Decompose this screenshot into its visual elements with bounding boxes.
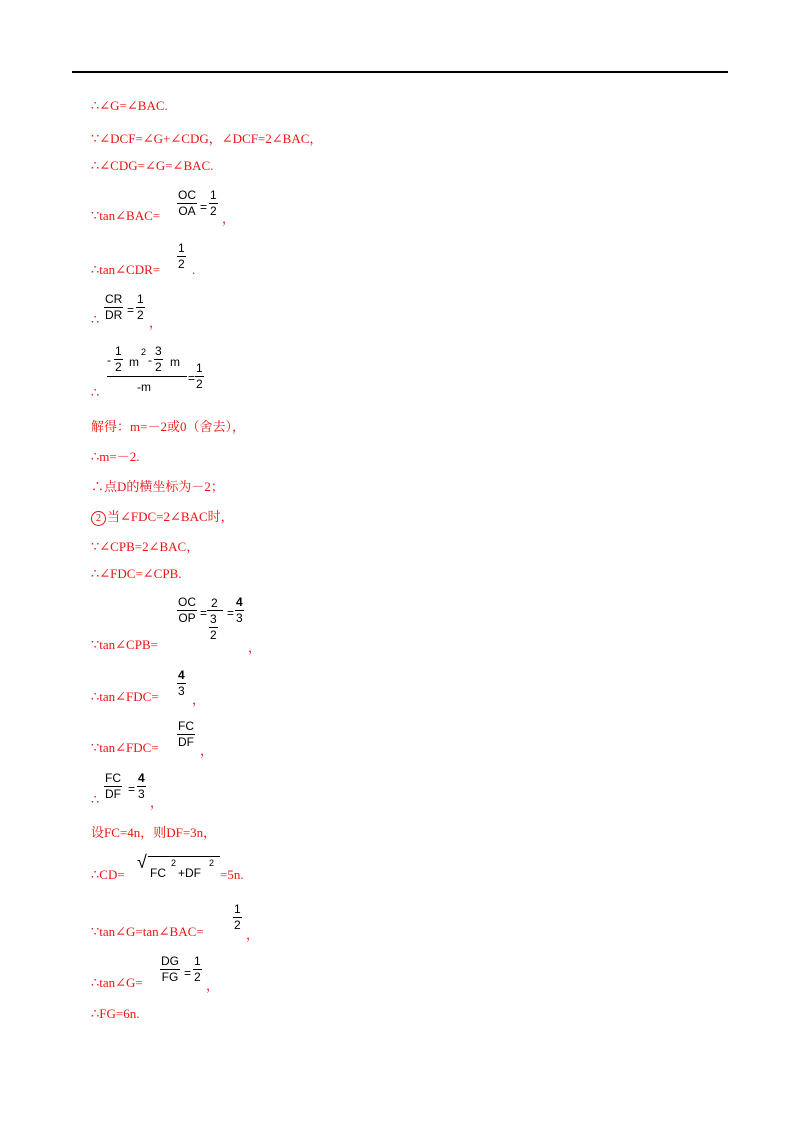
sqrt-term-df: +DF (178, 866, 202, 880)
line-3: ∴∠CDG=∠G=∠BAC. (91, 158, 214, 173)
comma: ， (246, 927, 260, 942)
line-11: 2 当∠FDC=2∠BAC时， (91, 506, 234, 526)
equals-sign: = (188, 371, 196, 385)
line-12: ∵∠CPB=2∠BAC， (91, 539, 200, 554)
circled-number-marker: 2 (91, 511, 106, 526)
variable-m: m (170, 355, 180, 369)
fraction-one-half: $\frac{1}{2}$ (137, 292, 144, 322)
result: =5n. (220, 867, 244, 882)
comma: ， (149, 315, 163, 330)
line-14: ∵tan∠CPB= (91, 637, 158, 652)
fraction-cr-dr: $\frac{CR}{DR}$ (105, 292, 123, 322)
exponent: 2 (209, 858, 215, 868)
line-1: ∴∠G=∠BAC. (91, 98, 168, 113)
line-15: ∴tan∠FDC= (91, 689, 159, 704)
fraction-fc-df: $\frac{FC}{DF}$ (105, 771, 121, 801)
comma: ， (222, 211, 236, 226)
comma: ， (206, 978, 220, 993)
sqrt-icon: √ (137, 852, 147, 872)
fraction-one-half: $\frac{1}{2}$ (210, 188, 217, 218)
equals-sign: = (200, 606, 208, 620)
variable-m: m (129, 355, 139, 369)
fraction-one-half: $\frac{1}{2}$ (194, 954, 201, 984)
comma: ， (150, 795, 164, 810)
fraction-oc-oa: $\frac{OC}{OA}$ (178, 188, 196, 218)
fraction-fc-df: $\frac{FC}{DF}$ (178, 719, 194, 749)
line-6: ∴ (91, 312, 100, 327)
header-rule (72, 71, 728, 73)
line-19: ∴CD= (91, 867, 125, 882)
fraction-dg-fg: $\frac{DG}{FG}$ (161, 954, 179, 984)
line-20: ∵tan∠G=tan∠BAC= (91, 924, 204, 939)
exponent: 2 (171, 858, 177, 868)
denominator: -m (137, 380, 151, 394)
line-17: ∴ (91, 792, 100, 807)
equals-sign: = (127, 303, 135, 317)
equals-sign: = (227, 606, 235, 620)
comma: ， (192, 692, 206, 707)
line-13: ∴∠FDC=∠CPB. (91, 566, 182, 581)
line-7: ∴ (91, 385, 100, 400)
line-5: ∴tan∠CDR= (91, 262, 161, 277)
fraction-one-half: $\frac{1}{2}$ (234, 902, 241, 932)
line-16: ∵tan∠FDC= (91, 740, 159, 755)
fraction-oc-op: $\frac{OC}{OP}$ (178, 595, 196, 625)
line-4: ∵tan∠BAC= (91, 208, 161, 223)
fraction-one-half: $\frac{1}{2}$ (196, 361, 203, 391)
fraction-four-thirds: $\frac{4}{3}$ (138, 771, 145, 801)
fraction-bar (107, 376, 187, 377)
sqrt-bar (148, 856, 220, 857)
period: . (192, 262, 196, 277)
line-22: ∴FG=6n. (91, 1006, 140, 1021)
fraction-one-half: $\frac{1}{2}$ (115, 344, 122, 374)
fraction-four-thirds: $\frac{4}{3}$ (236, 595, 243, 625)
sqrt-term-fc: FC (150, 866, 166, 880)
nested-numerator: 2 (211, 596, 218, 610)
line-9: ∴m=－2. (91, 449, 140, 464)
equals-sign: = (184, 966, 192, 980)
line-2: ∵∠DCF=∠G+∠CDG，∠DCF=2∠BAC， (91, 131, 323, 146)
fraction-three-halves: $\frac{3}{2}$ (155, 344, 162, 374)
equals-sign: = (128, 782, 136, 796)
minus-sign: - (148, 353, 152, 367)
line-18: 设FC=4n，则DF=3n， (91, 825, 217, 840)
comma: ， (200, 743, 214, 758)
line-21: ∴tan∠G= (91, 975, 143, 990)
nested-fraction (207, 596, 225, 646)
fraction-one-half: $\frac{1}{2}$ (178, 241, 185, 271)
fraction-bar (207, 610, 223, 611)
minus-sign: - (107, 353, 111, 367)
equals-sign: = (200, 200, 208, 214)
compound-fraction (107, 345, 187, 395)
exponent: 2 (141, 347, 147, 357)
line-10: ∴点D的横坐标为－2； (91, 479, 224, 494)
comma: ， (248, 640, 262, 655)
line-8: 解得：m=－2或0（舍去）， (91, 419, 245, 434)
inner-fraction: $\frac{3}{2}$ (210, 612, 217, 642)
fraction-four-thirds: $\frac{4}{3}$ (178, 668, 185, 698)
